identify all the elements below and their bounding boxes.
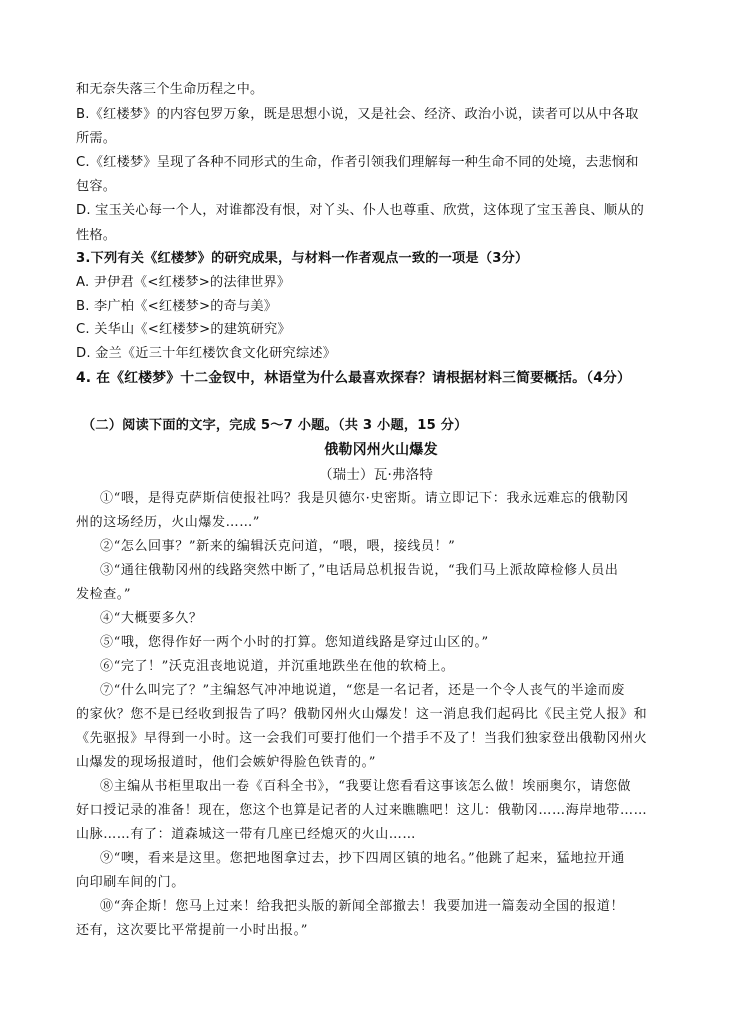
story-paragraph-8-line-3: 山脉……有了：道森城这一带有几座已经熄灭的火山……	[76, 827, 417, 842]
option-b-line-2: 所需。	[76, 131, 117, 146]
question-3-stem: 3.下列有关《红楼梦》的研究成果，与材料一作者观点一致的一项是（3分）	[76, 251, 529, 266]
story-paragraph-1-line-1: ①“喂，是得克萨斯信使报社吗？我是贝德尔·史密斯。请立即记下：我永远难忘的俄勒冈	[100, 491, 629, 506]
story-paragraph-1-line-2: 州的这场经历，火山爆发……”	[76, 515, 261, 530]
story-title: 俄勒冈州火山爆发	[324, 442, 438, 458]
story-paragraph-7-line-4: 山爆发的现场报道时，他们会嫉妒得脸色铁青的。”	[76, 755, 376, 770]
story-paragraph-6: ⑥“完了！”沃克沮丧地说道，并沉重地跌坐在他的软椅上。	[100, 659, 455, 674]
option-b-line-1: B.《红楼梦》的内容包罗万象，既是思想小说，又是社会、经济、政治小说，读者可以从中各取	[76, 107, 639, 122]
story-paragraph-7-line-3: 《先驱报》早得到一小时。这一会我们可要打他们一个措手不及了！当我们独家登出俄勒冈州火	[76, 731, 648, 746]
option-a-tail: 和无奈失落三个生命历程之中。	[76, 82, 264, 97]
story-author: （瑞士）瓦·弗洛特	[318, 467, 434, 483]
story-paragraph-3-line-1: ③“通往俄勒冈州的线路突然中断了，”电话局总机报告说，“我们马上派故障检修人员出	[100, 563, 619, 578]
story-paragraph-7-line-2: 的家伙？您不是已经收到报告了吗？俄勒冈州火山爆发！这一消息我们起码比《民主党人报》和	[76, 707, 648, 722]
story-paragraph-5: ⑤“哦，您得作好一两个小时的打算。您知道线路是穿过山区的。”	[100, 635, 489, 650]
story-paragraph-3-line-2: 发检查。”	[76, 587, 132, 602]
question-4-stem: 4. 在《红楼梦》十二金钗中，林语堂为什么最喜欢探春？请根据材料三简要概括。（4分）	[76, 370, 632, 386]
story-paragraph-8-line-1: ⑧主编从书柜里取出一卷《百科全书》，“我要让您看看这事该怎么做！埃丽奥尔，请您做	[100, 779, 632, 794]
option-c-line-1: C.《红楼梦》呈现了各种不同形式的生命，作者引领我们理解每一种生命不同的处境，去悲悯和	[76, 155, 639, 170]
story-paragraph-10-line-2: 还有，这次要比平常提前一小时出报。”	[76, 923, 308, 938]
option-d-line-2: 性格。	[76, 228, 117, 243]
story-paragraph-9-line-2: 向印刷车间的门。	[76, 875, 185, 890]
story-paragraph-2: ②“怎么回事？”新来的编辑沃克问道，“喂，喂，接线员！”	[100, 539, 456, 554]
story-paragraph-10-line-1: ⑩“奔企斯！您马上过来！给我把头版的新闻全部撤去！我要加进一篇轰动全国的报道！	[100, 899, 625, 914]
story-paragraph-4: ④“大概要多久？	[100, 611, 203, 626]
story-paragraph-8-line-2: 好口授记录的准备！现在，您这个也算是记者的人过来瞧瞧吧！这儿：俄勒冈……海岸地带……	[76, 803, 648, 818]
question-3-option-c: C. 关华山《<红楼梦>的建筑研究》	[76, 322, 291, 337]
option-c-line-2: 包容。	[76, 179, 117, 194]
question-3-option-b: B. 李广柏《<红楼梦>的奇与美》	[76, 299, 278, 314]
story-paragraph-7-line-1: ⑦“什么叫完了？”主编怒气冲冲地说道，“您是一名记者，还是一个令人丧气的半途而废	[100, 683, 625, 698]
story-paragraph-9-line-1: ⑨“噢，看来是这里。您把地图拿过去，抄下四周区镇的地名。”他跳了起来，猛地拉开通	[100, 851, 625, 866]
option-d-line-1: D. 宝玉关心每一个人，对谁都没有恨，对丫头、仆人也尊重、欣赏，这体现了宝玉善良、顺从的	[76, 203, 645, 218]
section-2-heading: （二）阅读下面的文字，完成 5～7 小题。（共 3 小题，15 分）	[82, 418, 468, 433]
question-3-option-d: D. 金兰《近三十年红楼饮食文化研究综述》	[76, 346, 337, 361]
question-3-option-a: A. 尹伊君《<红楼梦>的法律世界》	[76, 275, 291, 290]
